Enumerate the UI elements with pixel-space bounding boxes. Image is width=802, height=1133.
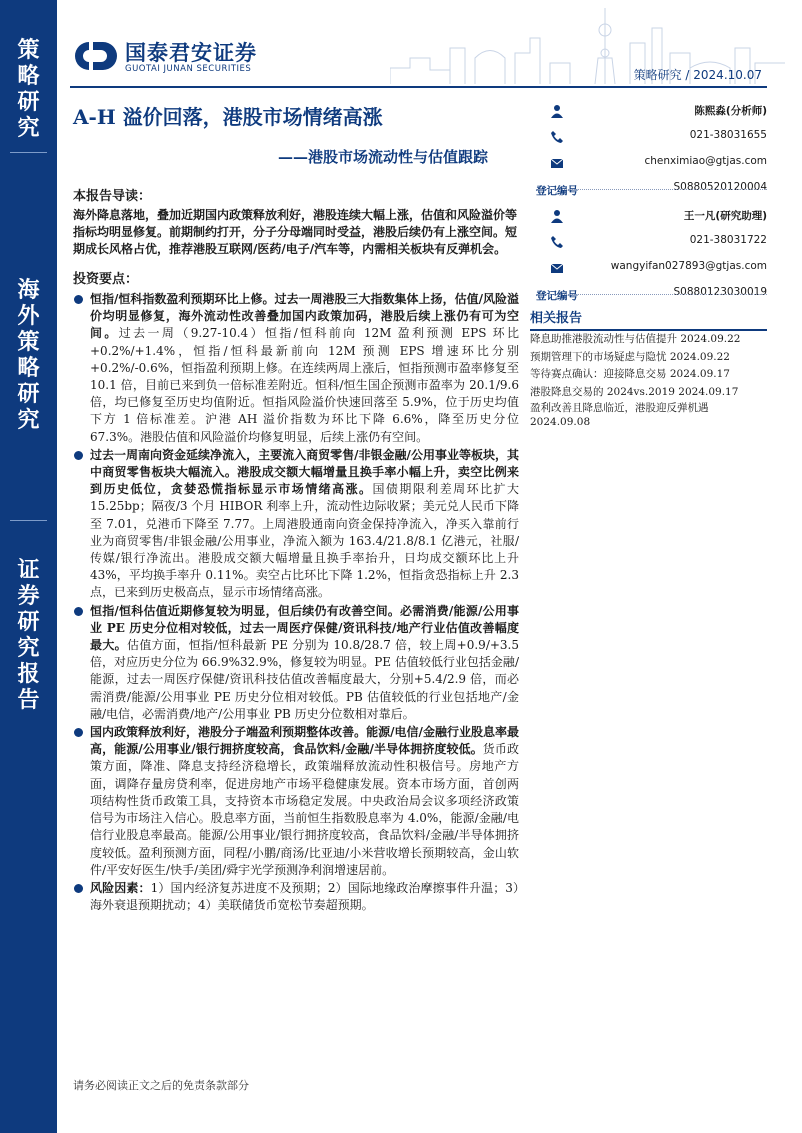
side-label-char: 究 <box>17 636 40 661</box>
intro-text: 海外降息落地，叠加近期国内政策释放利好，港股连续大幅上涨，估值和风险溢价等指标均明显修复。前期制约打开，分子分母端同时受益，港股后续仍有上涨空间。短期成长风格占优，推荐港股互联网/医药/电子/汽车等，内需相关板块有反弹机会。 <box>73 208 518 256</box>
related-reports-heading: 相关报告 <box>530 307 767 331</box>
key-point-lead: 风险因素： <box>90 880 151 895</box>
disclaimer-footer: 请务必阅读正文之后的免责条款部分 <box>73 1079 249 1092</box>
brand-name-en: GUOTAI JUNAN SECURITIES <box>125 64 252 74</box>
key-point <box>73 447 519 602</box>
bullet-icon <box>74 607 83 616</box>
side-label-char: 策 <box>17 330 40 355</box>
analyst-phone: 021-38031722 <box>689 234 767 246</box>
side-label-char: 报 <box>17 662 40 687</box>
key-point-lead: 国内政策释放利好，港股分子端盈利预期整体改善。能源/电信/金融行业股息率最高，能源/公用事业/银行拥挤度较高，食品饮料/金融/半导体拥挤度较低。 <box>90 725 519 757</box>
phone-icon <box>550 235 564 249</box>
email-icon <box>550 261 564 275</box>
side-label-char: 券 <box>17 584 40 609</box>
side-label-char: 究 <box>17 116 40 141</box>
category-date: 策略研究 / 2024.10.07 <box>633 68 762 82</box>
key-point-body: 国债期限利差周环比扩大 15.25bp；隔夜/3 个月 HIBOR 利率上升，流动性边际收紧；美元兑人民币下降至 7.01，兑港币下降至 7.77。上周港股通南向资金保持净流入，净买入靠前行业为商贸零售/非银金融/公用事业，净流入额为 163.4/21.8/8.1 亿港元，社服/传媒/银行净流出。港股成交额大幅增量且换手率抬升，日均成交额环比上升 43%，平均换手率升 0.11%。卖空占比环比下降 1.2%，恒指贪恐指标上升 2.3 点，已来到历史极高点，显示市场情绪高涨。 <box>90 482 519 600</box>
bullet-icon <box>74 728 83 737</box>
divider <box>536 189 767 190</box>
bullet-icon <box>74 884 83 893</box>
analyst-email[interactable]: wangyifan027893@gtjas.com <box>610 260 767 272</box>
side-label-char: 策 <box>17 38 40 63</box>
key-point-body: 过去一周（9.27-10.4）恒指/恒科前向 12M 盈利预测 EPS 环比+0.2%/+1.4%，恒指/恒科最新前向 12M 预测 EPS 增速环比分别+0.2%/-0.6%，恒指盈利预期上修。在连续两周上涨后，恒指预测市盈率修复至 10.1 倍，目前已来到负一倍标准差附近。恒科/恒生国企预测市盈率为 20.1/9.6 倍，均已修复至历史均值附近。恒指风险溢价快速回落至 5.9%，位于历史均值下方 1 倍标准差。沪港 AH 溢价指数为环比下降 6.6%，降至历史分位 67.3%。港股估值和风险溢价均修复明显，后续上涨仍有空间。 <box>90 326 519 444</box>
side-divider <box>10 152 47 153</box>
person-icon <box>550 209 564 223</box>
bullet-icon <box>74 295 83 304</box>
side-label-report <box>0 558 57 714</box>
email-icon <box>550 156 564 170</box>
key-point-body: 货币政策方面，降准、降息支持经济稳增长，政策端释放流动性积极信号。房地产方面，调降存量房贷利率，促进房地产市场平稳健康发展。资本市场方面，首创两项结构性货币政策工具，支持资本市场稳定发展。中央政治局会议多项经济政策信号为市场注入信心。股息率方面，当前恒生指数股息率为 4.0%，能源/金融/电信行业股息率最高。能源/公用事业/银行拥挤度较高，食品饮料/金融/半导体拥挤度较低。盈利预测方面，同程/小鹏/商汤/比亚迪/小米营收增长预期较高，金山软件/平安好医生/快手/美团/舜宇光学预测净利润增速居前。 <box>90 742 519 877</box>
side-label-char: 海 <box>17 278 40 303</box>
side-label-char: 研 <box>17 610 40 635</box>
registration-number: S0880123030019 <box>673 286 767 298</box>
side-label-char: 研 <box>17 382 40 407</box>
key-point <box>73 291 519 446</box>
side-label-char: 外 <box>17 304 40 329</box>
key-point-body: 1）国内经济复苏进度不及预期；2）国际地缘政治摩擦事件升温；3）海外衰退预期扰动；4）美联储货币宽松节奏超预期。 <box>90 880 519 913</box>
side-label-char: 证 <box>17 558 40 583</box>
bullet-icon <box>74 451 83 460</box>
analyst-name: 王一凡(研究助理) <box>683 210 767 222</box>
side-label-overseas <box>0 278 57 434</box>
side-label-char: 研 <box>17 90 40 115</box>
analyst-email[interactable]: chenximiao@gtjas.com <box>644 155 767 167</box>
key-point-lead: 恒指/恒科指数盈利预期环比上修。过去一周港股三大指数集体上扬，估值/风险溢价均明显修复，海外流动性改善叠加国内政策加码，港股后续上涨仍有可为空间。 <box>90 292 519 341</box>
person-icon <box>550 104 564 118</box>
registration-label: 登记编号 <box>536 185 578 197</box>
related-reports-list <box>530 331 767 429</box>
side-label-char: 究 <box>17 408 40 433</box>
key-point <box>73 880 519 914</box>
related-report-item[interactable]: 港股降息交易的 2024vs.2019 2024.09.17 <box>530 385 739 398</box>
analyst-phone: 021-38031655 <box>689 129 767 141</box>
side-label-char: 告 <box>17 688 40 713</box>
key-point <box>73 724 519 879</box>
header-rule <box>70 86 767 88</box>
side-label-char: 略 <box>17 64 40 89</box>
side-divider <box>10 520 47 521</box>
side-label-strategy <box>0 38 57 142</box>
brand-name-cn: 国泰君安证券 <box>125 41 257 65</box>
key-point-lead: 过去一周南向资金延续净流入，主要流入商贸零售/非银金融/公用事业等板块，其中商贸零售板块大幅流入。港股成交额大幅增量且换手率小幅上升，卖空比例来到历史低位，贪婪恐慌指标显示市场情绪高涨。 <box>90 447 519 497</box>
key-point-lead: 恒指/恒科估值近期修复较为明显，但后续仍有改善空间。必需消费/能源/公用事业 PE 历史分位相对较低，过去一周医疗保健/资讯科技/地产行业估值改善幅度最大。 <box>90 603 519 653</box>
logo-icon <box>73 40 117 72</box>
intro-heading: 本报告导读： <box>73 189 152 204</box>
registration-number: S0880520120004 <box>673 181 767 193</box>
key-points-list <box>73 291 519 915</box>
related-report-item[interactable]: 降息助推港股流动性与估值提升 2024.09.22 <box>530 333 741 345</box>
side-banner <box>0 0 57 1133</box>
key-point <box>73 603 519 723</box>
divider <box>536 294 767 295</box>
key-points-heading: 投资要点： <box>73 272 139 287</box>
related-report-item[interactable]: 盈利改善且降息临近，港股迎反弹机遇 2024.09.08 <box>530 402 709 428</box>
report-subtitle: ——港股市场流动性与估值跟踪 <box>278 148 489 166</box>
registration-label: 登记编号 <box>536 290 578 302</box>
key-point-body: 估值方面，恒指/恒科最新 PE 分别为 10.8/28.7 倍，较上周+0.9/+3.5 倍，对应历史分位为 66.9%32.9%，修复较为明显。PE 估值较低行业包括金融/能源，过去一周医疗保健/资讯科技估值改善幅度最大，分别+5.4/2.9 倍，而必需消费/能源/公用事业 PE 历史分位相对较低。PB 估值较低的行业包括地产/金融/电信，必需消费/地产/公用事业 PB 历史分位数相对靠后。 <box>90 638 519 721</box>
related-report-item[interactable]: 预期管理下的市场疑虑与隐忧 2024.09.22 <box>530 350 730 363</box>
analyst-name: 陈熙淼(分析师) <box>694 105 767 117</box>
report-title: A-H 溢价回落，港股市场情绪高涨 <box>73 105 383 129</box>
related-report-item[interactable]: 等待赛点确认：迎接降息交易 2024.09.17 <box>530 368 730 380</box>
phone-icon <box>550 130 564 144</box>
side-label-char: 略 <box>17 356 40 381</box>
